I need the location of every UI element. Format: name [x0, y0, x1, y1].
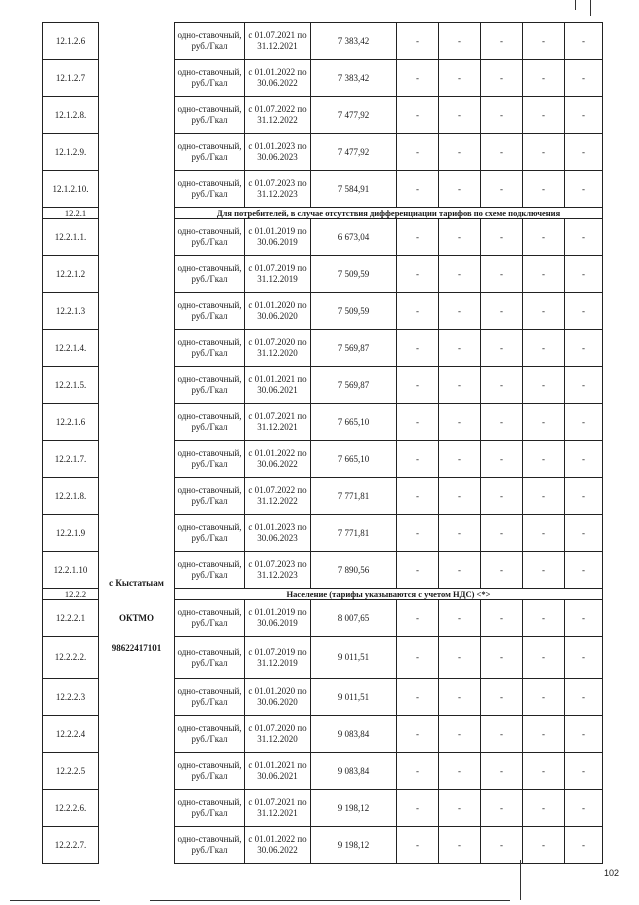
location-cell	[99, 441, 175, 478]
tariff-unit: одно-ставочный, руб./Гкал	[175, 367, 245, 404]
tariff-period: с 01.01.2019 по 30.06.2019	[245, 219, 311, 256]
tariff-unit: одно-ставочный, руб./Гкал	[175, 753, 245, 790]
row-number: 12.2.1.10	[43, 552, 99, 589]
location-cell	[99, 171, 175, 208]
empty-value-dash: -	[397, 256, 439, 293]
table-row	[43, 60, 603, 97]
row-number: 12.1.2.6	[43, 23, 99, 60]
empty-value-dash: -	[523, 827, 565, 864]
empty-value-dash: -	[397, 552, 439, 589]
row-number: 12.2.1.5.	[43, 367, 99, 404]
empty-value-dash: -	[439, 404, 481, 441]
table-row	[43, 790, 603, 827]
empty-value-dash: -	[481, 637, 523, 679]
tariff-unit: одно-ставочный, руб./Гкал	[175, 256, 245, 293]
tariff-period: с 01.07.2019 по 31.12.2019	[245, 256, 311, 293]
empty-value-dash: -	[481, 23, 523, 60]
tariff-unit: одно-ставочный, руб./Гкал	[175, 441, 245, 478]
empty-value-dash: -	[439, 790, 481, 827]
empty-value-dash: -	[439, 60, 481, 97]
scan-mark	[590, 0, 591, 16]
tariff-unit: одно-ставочный, руб./Гкал	[175, 23, 245, 60]
tariff-period: с 01.07.2020 по 31.12.2020	[245, 716, 311, 753]
empty-value-dash: -	[439, 330, 481, 367]
section-header-row	[43, 208, 603, 219]
tariff-period: с 01.01.2020 по 30.06.2020	[245, 679, 311, 716]
location-cell	[99, 589, 175, 600]
empty-value-dash: -	[565, 790, 603, 827]
row-number: 12.2.1.4.	[43, 330, 99, 367]
empty-value-dash: -	[439, 367, 481, 404]
scan-mark	[520, 860, 521, 900]
table-row	[43, 600, 603, 637]
tariff-period: с 01.01.2022 по 30.06.2022	[245, 60, 311, 97]
empty-value-dash: -	[523, 60, 565, 97]
table-row	[43, 293, 603, 330]
table-row	[43, 716, 603, 753]
empty-value-dash: -	[439, 679, 481, 716]
empty-value-dash: -	[565, 60, 603, 97]
empty-value-dash: -	[481, 679, 523, 716]
tariff-value: 7 569,87	[311, 330, 397, 367]
location-cell	[99, 293, 175, 330]
row-number: 12.1.2.8.	[43, 97, 99, 134]
scan-mark	[10, 900, 100, 901]
empty-value-dash: -	[439, 293, 481, 330]
tariff-unit: одно-ставочный, руб./Гкал	[175, 171, 245, 208]
empty-value-dash: -	[397, 404, 439, 441]
empty-value-dash: -	[481, 515, 523, 552]
section-title: Для потребителей, в случае отсутствия дифференциации тарифов по схеме подключения	[175, 208, 603, 219]
empty-value-dash: -	[565, 256, 603, 293]
row-number: 12.2.1.9	[43, 515, 99, 552]
tariff-period: с 01.07.2023 по 31.12.2023	[245, 552, 311, 589]
empty-value-dash: -	[439, 827, 481, 864]
tariff-value: 7 665,10	[311, 404, 397, 441]
tariff-value: 7 584,91	[311, 171, 397, 208]
empty-value-dash: -	[523, 171, 565, 208]
location-cell	[99, 716, 175, 753]
tariff-unit: одно-ставочный, руб./Гкал	[175, 716, 245, 753]
empty-value-dash: -	[397, 716, 439, 753]
empty-value-dash: -	[565, 219, 603, 256]
empty-value-dash: -	[481, 790, 523, 827]
tariff-value: 9 198,12	[311, 790, 397, 827]
tariff-value: 7 383,42	[311, 23, 397, 60]
empty-value-dash: -	[565, 23, 603, 60]
tariff-value: 6 673,04	[311, 219, 397, 256]
empty-value-dash: -	[397, 478, 439, 515]
table-row	[43, 827, 603, 864]
location-cell	[99, 753, 175, 790]
empty-value-dash: -	[481, 404, 523, 441]
table-row	[43, 330, 603, 367]
tariff-period: с 01.07.2021 по 31.12.2021	[245, 404, 311, 441]
section-title: Население (тарифы указываются с учетом НДС) <*>	[175, 589, 603, 600]
tariff-unit: одно-ставочный, руб./Гкал	[175, 330, 245, 367]
tariff-unit: одно-ставочный, руб./Гкал	[175, 515, 245, 552]
location-cell	[99, 60, 175, 97]
tariff-period: с 01.07.2022 по 31.12.2022	[245, 478, 311, 515]
tariff-value: 8 007,65	[311, 600, 397, 637]
empty-value-dash: -	[565, 552, 603, 589]
tariff-value: 7 890,56	[311, 552, 397, 589]
tariff-unit: одно-ставочный, руб./Гкал	[175, 293, 245, 330]
empty-value-dash: -	[439, 171, 481, 208]
location-cell	[99, 134, 175, 171]
tariff-period: с 01.07.2020 по 31.12.2020	[245, 330, 311, 367]
table-row	[43, 171, 603, 208]
location-cell	[99, 679, 175, 716]
tariff-unit: одно-ставочный, руб./Гкал	[175, 97, 245, 134]
tariff-value: 9 011,51	[311, 679, 397, 716]
table-row	[43, 679, 603, 716]
empty-value-dash: -	[565, 171, 603, 208]
tariff-period: с 01.07.2021 по 31.12.2021	[245, 23, 311, 60]
empty-value-dash: -	[439, 552, 481, 589]
empty-value-dash: -	[439, 134, 481, 171]
empty-value-dash: -	[439, 515, 481, 552]
empty-value-dash: -	[397, 600, 439, 637]
row-number: 12.2.2.3	[43, 679, 99, 716]
location-cell	[99, 219, 175, 256]
table-row	[43, 23, 603, 60]
location-cell: с Кыстатыам	[99, 552, 175, 589]
table-row	[43, 367, 603, 404]
tariff-unit: одно-ставочный, руб./Гкал	[175, 60, 245, 97]
empty-value-dash: -	[565, 367, 603, 404]
empty-value-dash: -	[397, 679, 439, 716]
table-row	[43, 552, 603, 589]
empty-value-dash: -	[397, 97, 439, 134]
empty-value-dash: -	[397, 753, 439, 790]
tariff-unit: одно-ставочный, руб./Гкал	[175, 637, 245, 679]
empty-value-dash: -	[397, 171, 439, 208]
row-number: 12.2.2.1	[43, 600, 99, 637]
empty-value-dash: -	[565, 97, 603, 134]
location-cell	[99, 23, 175, 60]
location-cell	[99, 330, 175, 367]
row-number: 12.2.2.7.	[43, 827, 99, 864]
tariff-unit: одно-ставочный, руб./Гкал	[175, 600, 245, 637]
tariff-value: 9 083,84	[311, 716, 397, 753]
section-number: 12.2.1	[43, 208, 99, 219]
empty-value-dash: -	[439, 219, 481, 256]
tariff-unit: одно-ставочный, руб./Гкал	[175, 827, 245, 864]
row-number: 12.2.1.3	[43, 293, 99, 330]
row-number: 12.2.1.7.	[43, 441, 99, 478]
table-row	[43, 404, 603, 441]
empty-value-dash: -	[565, 716, 603, 753]
tariff-value: 7 509,59	[311, 293, 397, 330]
row-number: 12.2.1.8.	[43, 478, 99, 515]
empty-value-dash: -	[481, 716, 523, 753]
table-row	[43, 219, 603, 256]
location-cell: ОКТМО	[99, 600, 175, 637]
empty-value-dash: -	[523, 515, 565, 552]
empty-value-dash: -	[439, 600, 481, 637]
empty-value-dash: -	[397, 441, 439, 478]
location-cell	[99, 256, 175, 293]
empty-value-dash: -	[523, 600, 565, 637]
location-cell	[99, 367, 175, 404]
row-number: 12.2.2.6.	[43, 790, 99, 827]
row-number: 12.2.1.6	[43, 404, 99, 441]
empty-value-dash: -	[565, 637, 603, 679]
table-row	[43, 753, 603, 790]
row-number: 12.2.1.1.	[43, 219, 99, 256]
empty-value-dash: -	[397, 60, 439, 97]
empty-value-dash: -	[523, 552, 565, 589]
tariff-period: с 01.01.2023 по 30.06.2023	[245, 515, 311, 552]
empty-value-dash: -	[565, 293, 603, 330]
empty-value-dash: -	[481, 441, 523, 478]
empty-value-dash: -	[481, 827, 523, 864]
empty-value-dash: -	[523, 367, 565, 404]
location-cell	[99, 208, 175, 219]
scan-mark	[575, 0, 576, 10]
tariff-period: с 01.01.2020 по 30.06.2020	[245, 293, 311, 330]
row-number: 12.2.2.5	[43, 753, 99, 790]
table-row	[43, 256, 603, 293]
tariff-value: 9 083,84	[311, 753, 397, 790]
empty-value-dash: -	[565, 330, 603, 367]
tariff-unit: одно-ставочный, руб./Гкал	[175, 790, 245, 827]
empty-value-dash: -	[523, 293, 565, 330]
tariff-unit: одно-ставочный, руб./Гкал	[175, 478, 245, 515]
location-cell	[99, 515, 175, 552]
tariff-period: с 01.01.2023 по 30.06.2023	[245, 134, 311, 171]
empty-value-dash: -	[565, 404, 603, 441]
location-cell	[99, 790, 175, 827]
empty-value-dash: -	[439, 637, 481, 679]
tariff-period: с 01.07.2019 по 31.12.2019	[245, 637, 311, 679]
empty-value-dash: -	[481, 60, 523, 97]
empty-value-dash: -	[565, 753, 603, 790]
empty-value-dash: -	[397, 134, 439, 171]
table-row	[43, 515, 603, 552]
location-cell	[99, 97, 175, 134]
row-number: 12.1.2.10.	[43, 171, 99, 208]
table-row	[43, 478, 603, 515]
tariff-table-body	[43, 23, 603, 864]
scan-mark	[150, 900, 510, 901]
tariff-value: 7 477,92	[311, 97, 397, 134]
empty-value-dash: -	[439, 256, 481, 293]
empty-value-dash: -	[565, 679, 603, 716]
page-number: 102	[604, 868, 620, 878]
empty-value-dash: -	[439, 716, 481, 753]
empty-value-dash: -	[439, 478, 481, 515]
tariff-value: 7 771,81	[311, 478, 397, 515]
empty-value-dash: -	[523, 256, 565, 293]
tariff-unit: одно-ставочный, руб./Гкал	[175, 404, 245, 441]
empty-value-dash: -	[481, 293, 523, 330]
row-number: 12.2.1.2	[43, 256, 99, 293]
empty-value-dash: -	[565, 441, 603, 478]
tariff-value: 9 011,51	[311, 637, 397, 679]
empty-value-dash: -	[523, 97, 565, 134]
tariff-value: 7 771,81	[311, 515, 397, 552]
empty-value-dash: -	[481, 219, 523, 256]
tariff-unit: одно-ставочный, руб./Гкал	[175, 679, 245, 716]
empty-value-dash: -	[397, 637, 439, 679]
tariff-value: 7 383,42	[311, 60, 397, 97]
row-number: 12.2.2.4	[43, 716, 99, 753]
row-number: 12.1.2.9.	[43, 134, 99, 171]
empty-value-dash: -	[523, 637, 565, 679]
empty-value-dash: -	[397, 219, 439, 256]
empty-value-dash: -	[397, 293, 439, 330]
empty-value-dash: -	[565, 827, 603, 864]
empty-value-dash: -	[439, 753, 481, 790]
empty-value-dash: -	[397, 23, 439, 60]
tariff-table	[42, 22, 603, 864]
empty-value-dash: -	[397, 515, 439, 552]
location-cell: 98622417101	[99, 637, 175, 679]
row-number: 12.2.2.2.	[43, 637, 99, 679]
location-cell	[99, 827, 175, 864]
row-number: 12.1.2.7	[43, 60, 99, 97]
tariff-period: с 01.01.2019 по 30.06.2019	[245, 600, 311, 637]
table-row	[43, 134, 603, 171]
tariff-period: с 01.01.2022 по 30.06.2022	[245, 827, 311, 864]
empty-value-dash: -	[523, 404, 565, 441]
empty-value-dash: -	[523, 330, 565, 367]
empty-value-dash: -	[481, 478, 523, 515]
empty-value-dash: -	[397, 827, 439, 864]
empty-value-dash: -	[481, 330, 523, 367]
tariff-value: 7 509,59	[311, 256, 397, 293]
tariff-unit: одно-ставочный, руб./Гкал	[175, 219, 245, 256]
empty-value-dash: -	[565, 478, 603, 515]
empty-value-dash: -	[439, 97, 481, 134]
empty-value-dash: -	[523, 716, 565, 753]
empty-value-dash: -	[523, 219, 565, 256]
empty-value-dash: -	[481, 367, 523, 404]
section-number: 12.2.2	[43, 589, 99, 600]
empty-value-dash: -	[523, 441, 565, 478]
empty-value-dash: -	[523, 23, 565, 60]
empty-value-dash: -	[565, 134, 603, 171]
section-header-row	[43, 589, 603, 600]
empty-value-dash: -	[439, 441, 481, 478]
location-cell	[99, 404, 175, 441]
empty-value-dash: -	[523, 478, 565, 515]
empty-value-dash: -	[565, 515, 603, 552]
empty-value-dash: -	[397, 367, 439, 404]
table-row	[43, 441, 603, 478]
empty-value-dash: -	[481, 600, 523, 637]
empty-value-dash: -	[481, 97, 523, 134]
empty-value-dash: -	[523, 790, 565, 827]
empty-value-dash: -	[481, 134, 523, 171]
tariff-period: с 01.07.2022 по 31.12.2022	[245, 97, 311, 134]
tariff-period: с 01.07.2021 по 31.12.2021	[245, 790, 311, 827]
tariff-period: с 01.01.2021 по 30.06.2021	[245, 753, 311, 790]
tariff-value: 7 665,10	[311, 441, 397, 478]
tariff-unit: одно-ставочный, руб./Гкал	[175, 134, 245, 171]
empty-value-dash: -	[523, 134, 565, 171]
empty-value-dash: -	[481, 256, 523, 293]
table-row	[43, 637, 603, 679]
location-cell	[99, 478, 175, 515]
empty-value-dash: -	[523, 753, 565, 790]
tariff-period: с 01.01.2022 по 30.06.2022	[245, 441, 311, 478]
empty-value-dash: -	[523, 679, 565, 716]
tariff-value: 7 569,87	[311, 367, 397, 404]
tariff-value: 7 477,92	[311, 134, 397, 171]
empty-value-dash: -	[397, 330, 439, 367]
tariff-period: с 01.01.2021 по 30.06.2021	[245, 367, 311, 404]
empty-value-dash: -	[481, 171, 523, 208]
empty-value-dash: -	[481, 552, 523, 589]
tariff-value: 9 198,12	[311, 827, 397, 864]
table-row	[43, 97, 603, 134]
empty-value-dash: -	[481, 753, 523, 790]
tariff-period: с 01.07.2023 по 31.12.2023	[245, 171, 311, 208]
tariff-unit: одно-ставочный, руб./Гкал	[175, 552, 245, 589]
empty-value-dash: -	[397, 790, 439, 827]
empty-value-dash: -	[565, 600, 603, 637]
empty-value-dash: -	[439, 23, 481, 60]
